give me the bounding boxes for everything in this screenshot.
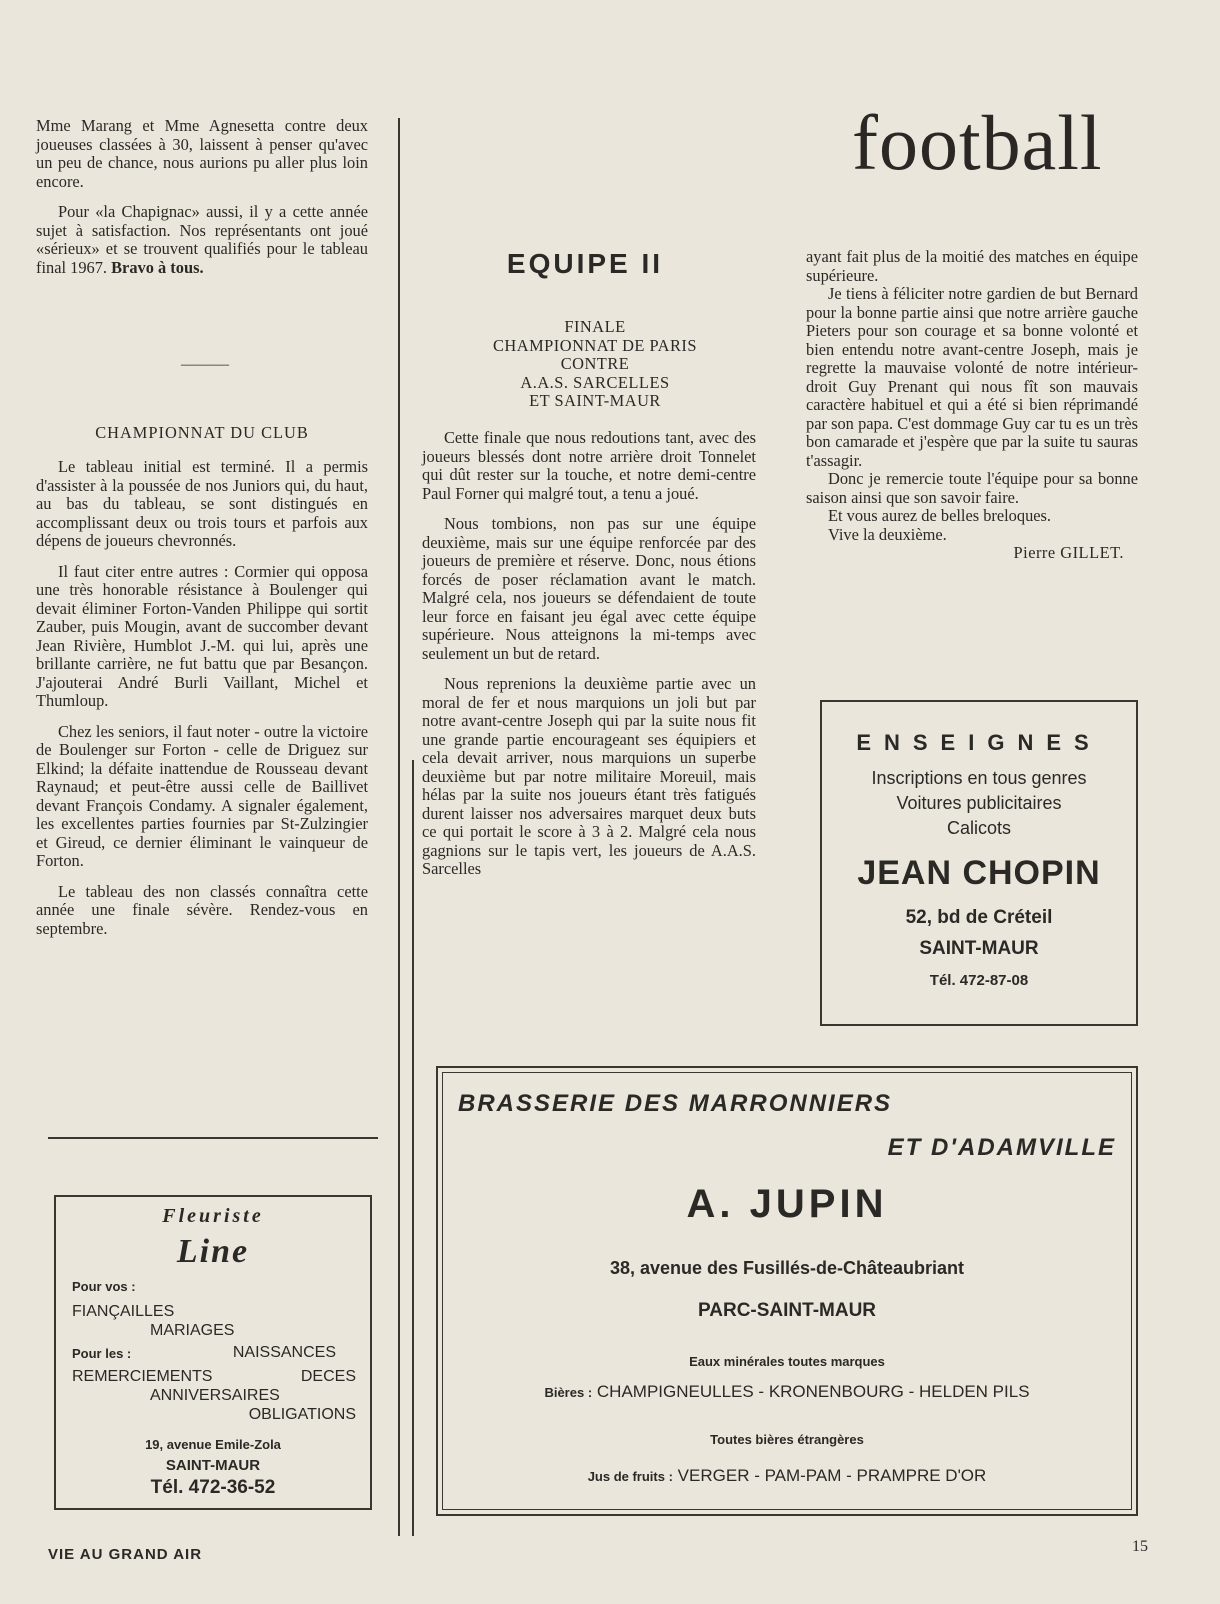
jus-list: VERGER - PAM-PAM - PRAMPRE D'OR: [677, 1466, 987, 1485]
championnat-paragraph-2: Il faut citer entre autres : Cormier qui opposa une très honorable résistance à Boulenger qui devait éliminer Forton-Vanden Philippe qui sortit Zauber, puis Mougin, avant de succomber devant Jean Rivière, Humblot J.-M. qui lui, après une brillante carrière, ne fut battu que par Besançon. J'ajouterai André Burli Vaillant, Michel et Thumloup.: [36, 561, 368, 710]
section-title: football: [852, 99, 1103, 186]
middle-column-text: [422, 429, 756, 879]
right-paragraph-3: Donc je remercie toute l'équipe pour sa bonne saison ainsi que son savoir faire.: [806, 469, 1138, 507]
pour-vos-label: Pour vos :: [72, 1279, 136, 1294]
enseignes-title: ENSEIGNES: [856, 730, 1102, 755]
mariages-text: MARIAGES: [150, 1322, 235, 1339]
signature: Pierre GILLET.: [1013, 543, 1124, 562]
column-rule-right: [412, 760, 414, 1536]
left-column: [36, 117, 368, 289]
championnat-paragraph-4: Le tableau des non classés connaîtra cette année une finale sévère. Rendez-vous en septembre.: [36, 881, 368, 938]
championnat-heading: CHAMPIONNAT DU CLUB: [95, 423, 309, 442]
right-paragraph-1: ayant fait plus de la moitié des matches en équipe supérieure.: [806, 247, 1138, 285]
brasserie-title-1: BRASSERIE DES MARRONNIERS: [458, 1090, 893, 1117]
enseignes-name: JEAN CHOPIN: [857, 854, 1101, 892]
anniversaires-text: ANNIVERSAIRES: [150, 1387, 280, 1404]
bieres-list: CHAMPIGNEULLES - KRONENBOURG - HELDEN PILS: [596, 1382, 1030, 1401]
championnat-paragraph-3: Chez les seniors, il faut noter - outre la victoire de Boulenger sur Forton - celle de Driguez sur Elkind; la défaite inattendue de Rousseau devant Raynaud; et peut-être aussi celle de Baillivet devant François Condamy. A signaler également, les excellentes parties fournies par St-Zulzingier et Gireud, ce dernier éliminant le vainqueur de Forton.: [36, 721, 368, 870]
bravo-text: Bravo à tous.: [111, 257, 204, 277]
remerciements-text: REMERCIEMENTS: [72, 1368, 213, 1385]
equipe-paragraph-3: Nous reprenions la deuxième partie avec un moral de fer et nous marquions un joli but par notre avant-centre Joseph qui par la suite nous fit une grande partie encourageant ses équipiers et cela devait arriver, nous marquions un superbe deuxième but par notre militaire Moreuil, mais hélas par la suite nos joueurs étant très fatigués durent laisser nos adversaires marquet deux buts ce qui portait le score à 3 à 2. Malgré cela nous gagnions sur le tapis vert, les joueurs de A.A.S. Sarcelles: [422, 674, 756, 878]
subheading-saint-maur: ET SAINT-MAUR: [529, 391, 661, 410]
intro-paragraph-1: Mme Marang et Mme Agnesetta contre deux joueuses classées à 30, laissent à penser qu'avec un peu de chance, nous aurions pu aller plus loin encore.: [36, 116, 368, 191]
subheading-championnat: CHAMPIONNAT DE PARIS: [493, 335, 697, 355]
fleuriste-address: 19, avenue Emile-Zola: [145, 1437, 281, 1452]
championnat-text: [36, 458, 368, 938]
naissances-text: NAISSANCES: [232, 1344, 336, 1361]
match-subheading: [420, 318, 770, 411]
pour-les-label: Pour les :: [72, 1346, 132, 1361]
brasserie-jus: [438, 1466, 1136, 1486]
obligations-text: OBLIGATIONS: [248, 1406, 356, 1423]
brasserie-etrangeres: Toutes bières étrangères: [710, 1432, 864, 1447]
left-column-rule: [48, 1137, 378, 1139]
enseignes-city: SAINT-MAUR: [919, 938, 1039, 959]
fiancailles-text: FIANÇAILLES: [72, 1303, 175, 1320]
brasserie-city: PARC-SAINT-MAUR: [697, 1300, 877, 1321]
enseignes-line-3: Calicots: [946, 818, 1012, 838]
fleuriste-ad: [54, 1195, 372, 1510]
bieres-label: Bières :: [544, 1385, 593, 1400]
fleuriste-name: Line: [176, 1233, 250, 1270]
brasserie-name: A. JUPIN: [686, 1182, 888, 1226]
right-column-text: [806, 248, 1138, 563]
enseignes-line-2: Voitures publicitaires: [896, 793, 1062, 813]
footer-publication: VIE AU GRAND AIR: [48, 1546, 203, 1563]
jus-label: Jus de fruits :: [587, 1469, 673, 1484]
column-rule-left: [398, 118, 400, 1536]
page-number: 15: [1132, 1538, 1148, 1555]
enseignes-line-1: Inscriptions en tous genres: [871, 768, 1087, 788]
deces-text: DECES: [300, 1368, 356, 1385]
fleuriste-phone: Tél. 472-36-52: [150, 1477, 276, 1498]
championnat-paragraph-1: Le tableau initial est terminé. Il a permis d'assister à la poussée de nos Juniors qui, du haut, au bas du tableau, se sont distingués en accomplissant deux ou trois tours et parfois aux dépens de joueurs chevronnés.: [36, 457, 368, 550]
subheading-finale: FINALE: [564, 317, 626, 336]
equipe-paragraph-1: Cette finale que nous redoutions tant, avec des joueurs blessés dont notre arrière droit Tonnelet qui dût rester sur la touche, et notre demi-centre Paul Forner qui malgré tout, a tenu a joué.: [422, 428, 756, 503]
equipe-paragraph-2: Nous tombions, non pas sur une équipe deuxième, mais sur une équipe renforcée par des joueurs de première et réserve. Donc, nous étions forcés de poser réclamation avant le match. Malgré cela, nos joueurs se défendaient de toute leur force en faisant jeu égal avec cette équipe supérieure. Nous atteignons la mi-temps avec seulement un but de retard.: [422, 514, 756, 663]
brasserie-eaux: Eaux minérales toutes marques: [689, 1354, 885, 1369]
right-paragraph-5: Vive la deuxième.: [828, 524, 947, 544]
enseignes-ad: [820, 700, 1138, 1026]
intro-paragraph-2: Pour «la Chapignac» aussi, il y a cette année sujet à satisfaction. Nos représentants ont joué «sérieux» et se trouvent qualifiés pour le tableau final 1967. Bravo à tous.: [36, 202, 368, 277]
enseignes-address: 52, bd de Créteil: [905, 907, 1053, 928]
enseignes-phone: Tél. 472-87-08: [929, 972, 1029, 989]
brasserie-title-2: ET D'ADAMVILLE: [887, 1134, 1116, 1161]
separator: ———: [181, 356, 229, 373]
brasserie-bieres: [438, 1382, 1136, 1402]
fleuriste-city: SAINT-MAUR: [165, 1457, 261, 1474]
fleuriste-title: Fleuriste: [162, 1205, 264, 1227]
equipe-heading: EQUIPE II: [506, 248, 664, 279]
brasserie-ad: [436, 1066, 1138, 1516]
subheading-contre: CONTRE: [560, 354, 630, 373]
brasserie-address: 38, avenue des Fusillés-de-Châteaubriant: [609, 1258, 965, 1278]
right-paragraph-4: Et vous aurez de belles breloques.: [828, 506, 1052, 525]
subheading-sarcelles: A.A.S. SARCELLES: [520, 372, 670, 392]
right-paragraph-2: Je tiens à féliciter notre gardien de but Bernard pour la bonne partie ainsi que notre arrière gauche Pieters pour son courage et sa bonne volonté et bien entendu notre avant-centre Joseph, mais je regrette la mauvaise volonté de notre intérieur-droit Guy Prenant qui nous fît son mauvais caractère habituel et qui a été si bien réprimandé par son papa. C'est dommage Guy car tu es un très bon camarade et j'espère que par la suite tu sauras t'assagir.: [806, 284, 1138, 470]
